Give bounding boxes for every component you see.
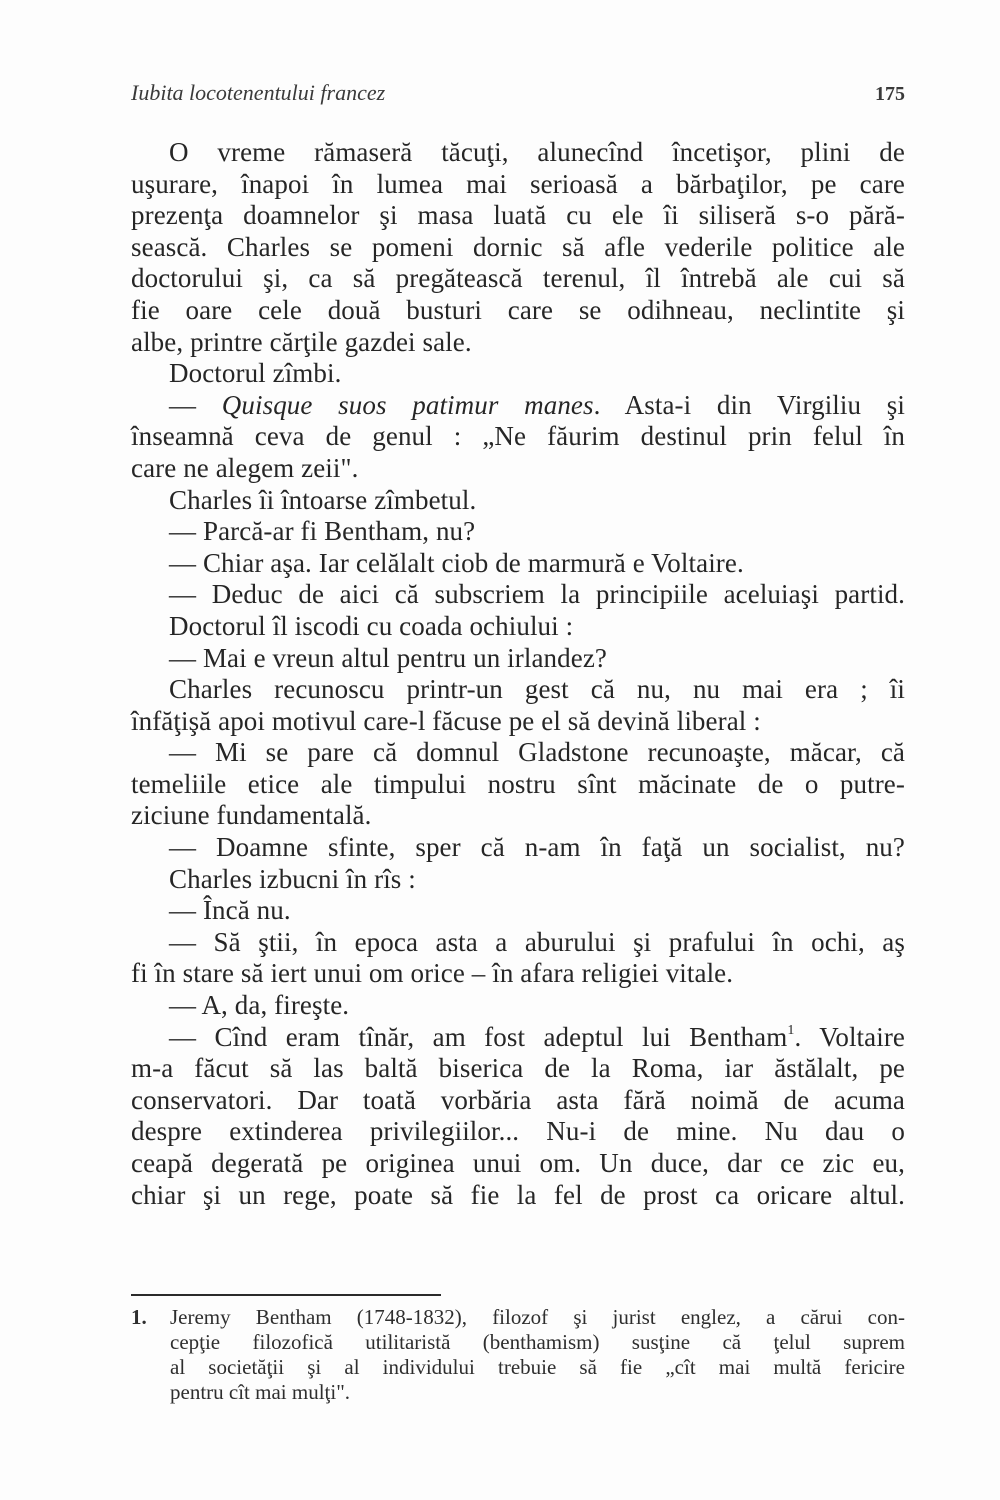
text-line: O vreme rămaseră tăcuţi, alunecînd încetişor, plini de	[169, 137, 905, 167]
footnote-line: pentru cît mai mulţi".	[170, 1380, 351, 1404]
text-line: sească. Charles se pomeni dornic să afle vederile politice ale	[131, 231, 905, 262]
text-line: care ne alegem zeii".	[131, 452, 359, 483]
text-line: fie oare cele două busturi care se odihneau, neclintite şi	[131, 294, 905, 325]
page-number: 175	[875, 83, 905, 105]
line-text: . Asta-i din Virgiliu şi	[593, 389, 905, 420]
dash: —	[169, 389, 222, 420]
footnote-text	[170, 1305, 905, 1405]
line-text: . Voltaire	[794, 1021, 906, 1052]
body-text	[131, 137, 905, 1211]
text-line: — Încă nu.	[169, 895, 291, 926]
text-line: — Doamne sfinte, sper că n-am în faţă un socialist, nu?	[169, 832, 905, 863]
footnote-reference[interactable]: 1	[787, 1022, 795, 1038]
text-line: chiar şi un rege, poate să fie la fel de prost ca oricare altul.	[131, 1179, 905, 1210]
text-line: despre extinderea privilegiilor... Nu-i de mine. Nu dau o	[131, 1116, 905, 1147]
book-title: Iubita locotenentului francez	[131, 80, 386, 105]
text-line: — Să ştii, în epoca asta a aburului şi prafului în ochi, aş	[169, 926, 905, 957]
text-line: fi în stare să iert unui om orice – în afara religiei vitale.	[131, 958, 734, 989]
text-line: prezenţa doamnelor şi masa luată cu ele îi siliseră s-o pără-	[131, 200, 905, 231]
text-line: ziciune fundamentală.	[131, 800, 372, 831]
text-line: m-a făcut să las baltă biserica de la Roma, iar ăstălalt, pe	[131, 1053, 905, 1084]
footnote	[131, 1305, 905, 1405]
text-line	[131, 1022, 905, 1054]
text-line: uşurare, înapoi în lumea mai serioasă a bărbaţilor, pe care	[131, 168, 905, 199]
text-line: Charles recunoscu printr-un gest că nu, nu mai era ; îi	[169, 674, 905, 705]
text-line: Doctorul îl iscodi cu coada ochiului :	[169, 610, 574, 641]
text-line: ceapă degerată pe originea unui om. Un duce, dar ce zic eu,	[131, 1148, 905, 1178]
text-line: doctorului şi, ca să pregătească terenul, îl întrebă ale cui să	[131, 263, 905, 294]
text-line: albe, printre cărţile gazdei sale.	[131, 326, 472, 357]
footnote-separator	[131, 1294, 441, 1296]
text-line: înseamnă ceva de genul : „Ne făurim destinul prin felul în	[131, 421, 905, 452]
footnote-line: al societăţii şi al individului trebuie să fie „cît mai multă fericire	[170, 1355, 905, 1379]
text-line: — Deduc de aici că subscriem la principiile aceluiaşi partid.	[169, 579, 905, 610]
text-line: temeliile etice ale timpului nostru sînt măcinate de o putre-	[131, 768, 905, 799]
latin-quote: Quisque suos patimur manes	[221, 389, 594, 420]
footnote-line: Jeremy Bentham (1748-1832), filozof şi jurist englez, a cărui con-	[170, 1305, 905, 1329]
text-line: — Chiar aşa. Iar celălalt ciob de marmură e Voltaire.	[169, 547, 744, 578]
text-line: conservatori. Dar toată vorbăria asta fără noimă de acuma	[131, 1084, 905, 1115]
text-line: — Mi se pare că domnul Gladstone recunoaşte, măcar, că	[169, 737, 905, 768]
footnote-item	[131, 1305, 905, 1405]
text-line	[131, 390, 905, 422]
footnote-number: 1.	[131, 1305, 147, 1329]
text-line: Doctorul zîmbi.	[169, 358, 342, 389]
running-head	[131, 80, 905, 110]
text-line: — A, da, fireşte.	[169, 990, 350, 1021]
text-line: — Mai e vreun altul pentru un irlandez?	[169, 642, 607, 673]
text-line: Charles îi întoarse zîmbetul.	[169, 484, 477, 515]
text-line: înfăţişă apoi motivul care-l făcuse pe el să devină liberal :	[131, 705, 761, 736]
line-text: — Cînd eram tînăr, am fost adeptul lui Bentham	[169, 1021, 788, 1052]
text-line: Charles izbucni în rîs :	[169, 863, 416, 894]
footnote-line: cepţie filozofică utilitaristă (benthamism) susţine că ţelul suprem	[170, 1330, 905, 1354]
text-line: — Parcă-ar fi Bentham, nu?	[169, 516, 476, 547]
